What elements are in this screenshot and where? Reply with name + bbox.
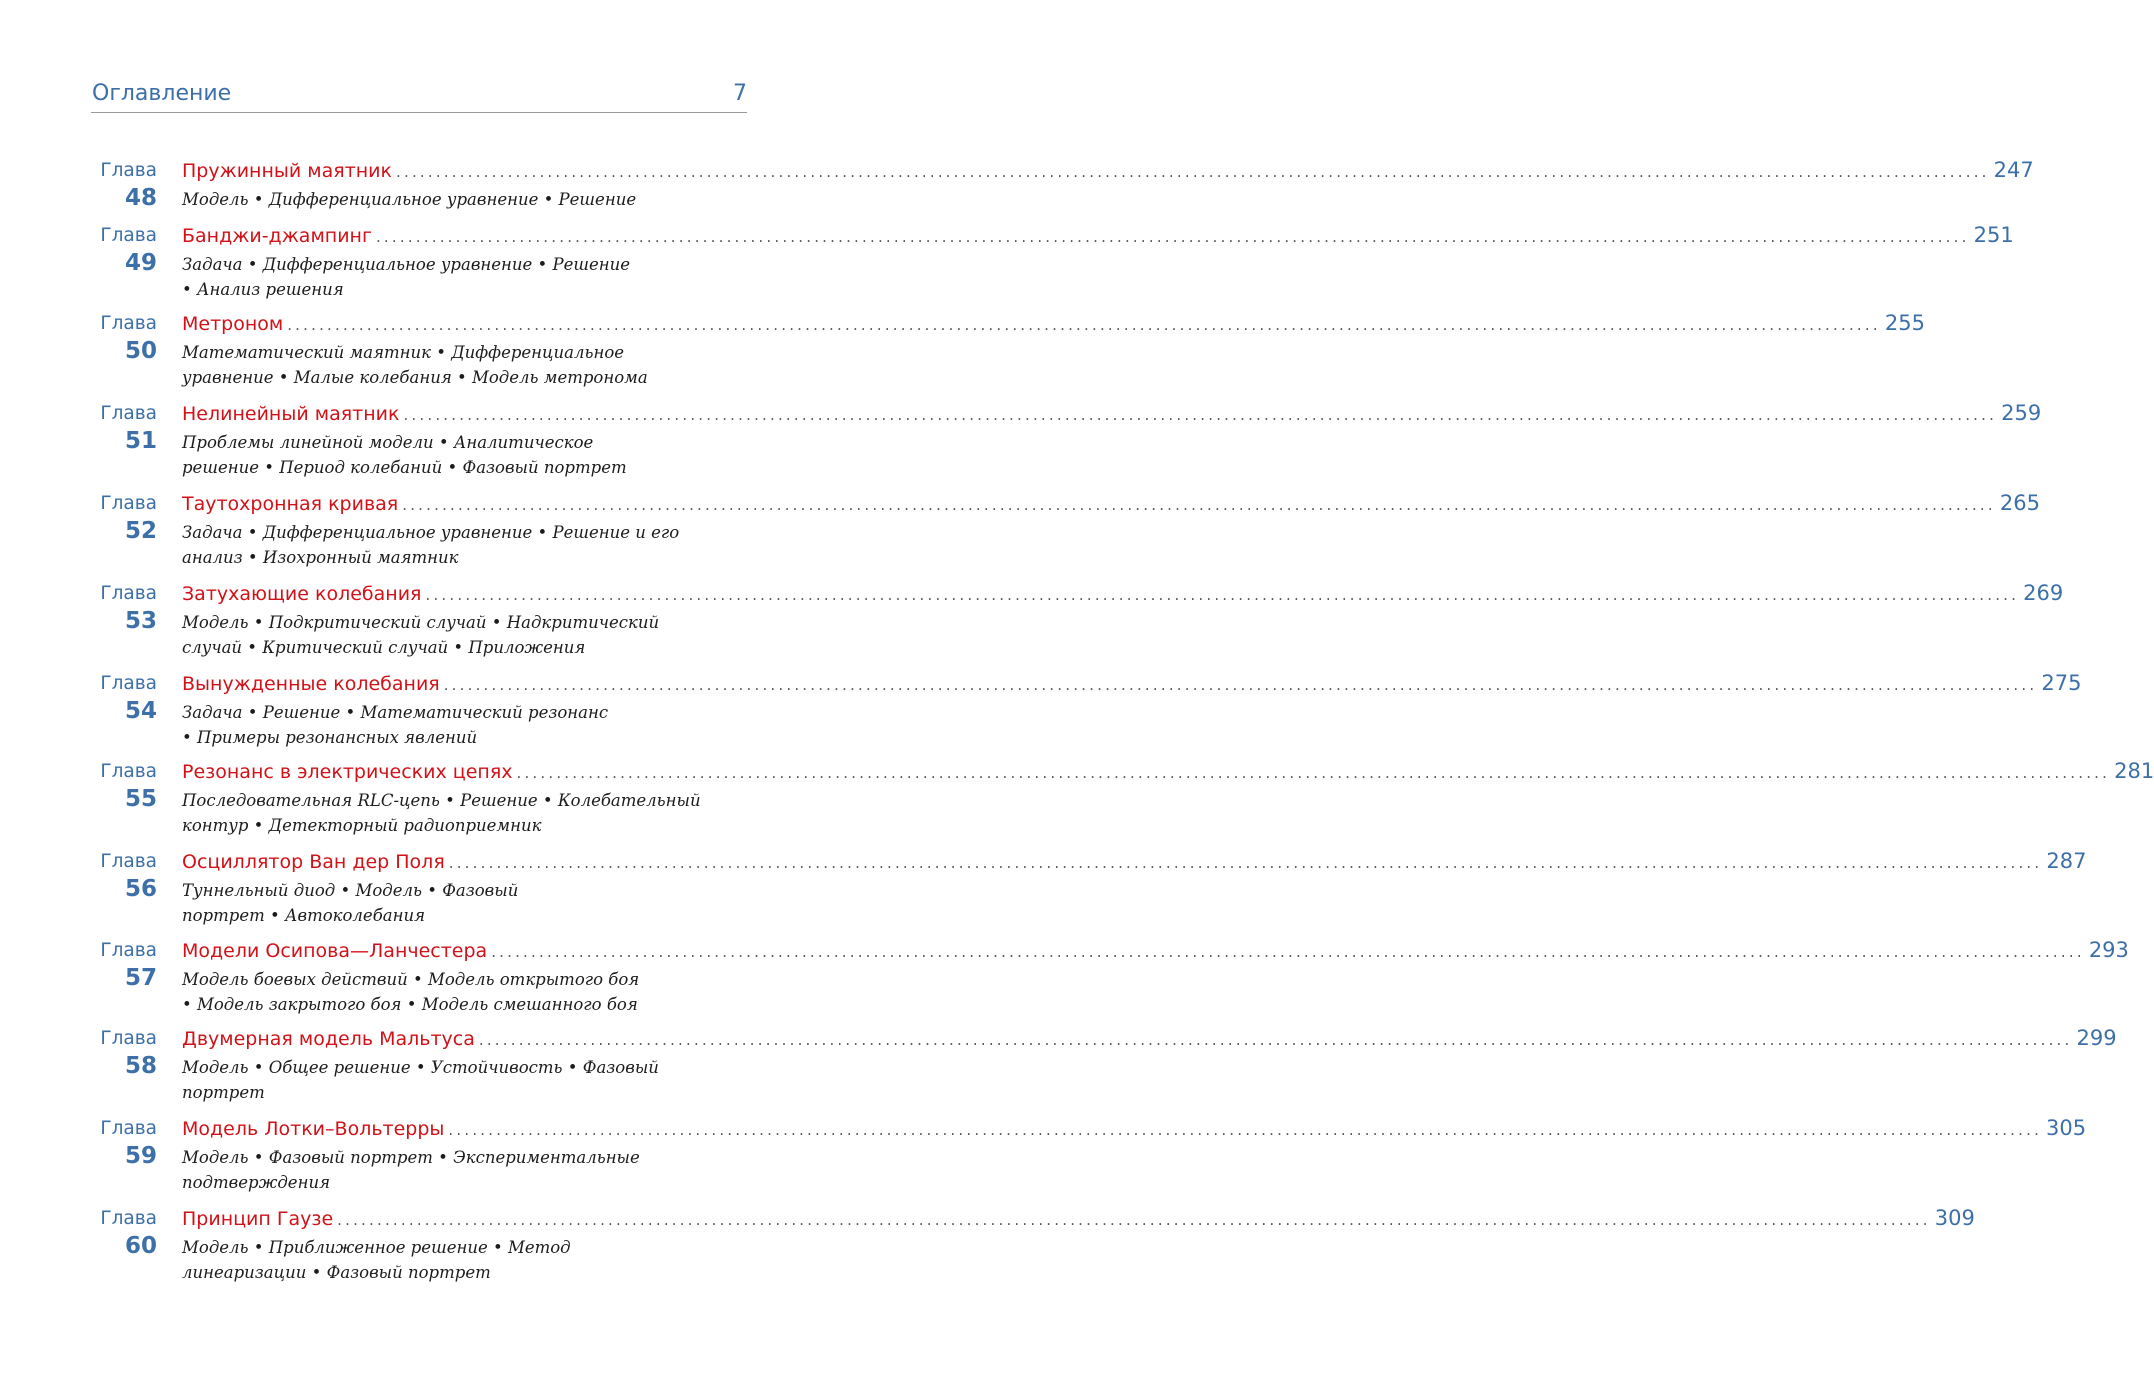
- chapter-topics: [182, 967, 712, 1017]
- chapter-topics: [182, 610, 712, 660]
- chapter-topics-line: Модель боевых действий • Модель открытого боя: [182, 970, 640, 989]
- chapter-topics-line: Задача • Решение • Математический резонанс: [182, 703, 609, 722]
- chapter-title-line: [182, 491, 2040, 515]
- dot-leader: ........................................................................................................................................................................................................: [516, 764, 2111, 782]
- chapter-topics-line: портрет: [182, 1083, 265, 1102]
- chapter-topics: [182, 788, 712, 838]
- chapter-title-line: [182, 158, 2034, 182]
- chapter-title-link[interactable]: Модели Осипова—Ланчестера: [182, 940, 488, 962]
- chapter-page-link[interactable]: 281: [2114, 759, 2154, 783]
- chapter-topics: [182, 1145, 712, 1195]
- chapter-page-link[interactable]: 255: [1884, 311, 1925, 335]
- chapter-label: Глава: [100, 493, 157, 514]
- chapter-topics: [182, 430, 712, 480]
- chapter-number: 59: [124, 1143, 157, 1169]
- chapter-page-link[interactable]: 251: [1973, 223, 2014, 247]
- page-title: Оглавление: [92, 81, 232, 106]
- chapter-title-line: [182, 311, 1925, 335]
- chapter-topics: [182, 1235, 712, 1285]
- chapter-title-link[interactable]: Таутохронная кривая: [182, 493, 399, 515]
- chapter-topics-line: Задача • Дифференциальное уравнение • Решение и его: [182, 523, 680, 542]
- chapter-page-link[interactable]: 269: [2023, 581, 2064, 605]
- chapter-title-link[interactable]: Нелинейный маятник: [182, 403, 400, 425]
- chapter-label: Глава: [100, 1208, 157, 1229]
- dot-leader: ........................................................................................................................................................................................................: [491, 943, 2085, 961]
- chapter-page-link[interactable]: 305: [2046, 1116, 2087, 1140]
- dot-leader: ........................................................................................................................................................................................................: [402, 496, 1996, 514]
- chapter-topics-line: случай • Критический случай • Приложения: [182, 638, 586, 657]
- chapter-title-line: [182, 1206, 1975, 1230]
- chapter-number: 48: [124, 185, 157, 211]
- chapter-number: 54: [124, 698, 157, 724]
- chapter-number: 57: [124, 965, 157, 991]
- chapter-label: Глава: [100, 583, 157, 604]
- chapter-topics-line: Проблемы линейной модели • Аналитическое: [182, 433, 594, 452]
- chapter-title-link[interactable]: Банджи-джампинг: [182, 225, 372, 247]
- chapter-label: Глава: [100, 225, 157, 246]
- dot-leader: ........................................................................................................................................................................................................: [448, 1121, 2043, 1139]
- chapter-topics: [182, 252, 712, 302]
- chapter-title-link[interactable]: Вынужденные колебания: [182, 673, 440, 695]
- chapter-topics: [182, 340, 712, 390]
- chapter-topics-line: Туннельный диод • Модель • Фазовый: [182, 881, 519, 900]
- chapter-number: 49: [124, 250, 157, 276]
- chapter-title-line: [182, 223, 2014, 247]
- chapter-title-line: [182, 1116, 2087, 1140]
- chapter-page-link[interactable]: 275: [2041, 671, 2082, 695]
- chapter-number: 53: [124, 608, 157, 634]
- page-number: 7: [733, 81, 747, 106]
- chapter-topics-line: решение • Период колебаний • Фазовый портрет: [182, 458, 627, 477]
- chapter-page-link[interactable]: 259: [2001, 401, 2042, 425]
- chapter-topics-line: Модель • Дифференциальное уравнение • Решение: [182, 190, 637, 209]
- chapter-title-link[interactable]: Пружинный маятник: [182, 160, 393, 182]
- chapter-label: Глава: [100, 940, 157, 961]
- chapter-number: 55: [124, 786, 157, 812]
- chapter-page-link[interactable]: 247: [1993, 158, 2034, 182]
- chapter-topics-line: • Модель закрытого боя • Модель смешанного боя: [182, 995, 638, 1014]
- chapter-topics-line: • Примеры резонансных явлений: [182, 728, 478, 747]
- chapter-topics-line: Последовательная RLC-цепь • Решение • Колебательный: [182, 791, 701, 810]
- chapter-label: Глава: [100, 1028, 157, 1049]
- chapter-topics-line: Математический маятник • Дифференциальное: [182, 343, 625, 362]
- chapter-label: Глава: [100, 673, 157, 694]
- chapter-page-link[interactable]: 293: [2088, 938, 2129, 962]
- chapter-number: 56: [124, 876, 157, 902]
- dot-leader: ........................................................................................................................................................................................................: [287, 316, 1881, 334]
- chapter-title-link[interactable]: Затухающие колебания: [182, 583, 422, 605]
- chapter-topics: [182, 1055, 712, 1105]
- chapter-topics-line: • Анализ решения: [182, 280, 344, 299]
- chapter-topics-line: анализ • Изохронный маятник: [182, 548, 459, 567]
- chapter-page-link[interactable]: 309: [1934, 1206, 1975, 1230]
- dot-leader: ........................................................................................................................................................................................................: [443, 676, 2038, 694]
- chapter-title-line: [182, 401, 2042, 425]
- chapter-topics-line: Задача • Дифференциальное уравнение • Решение: [182, 255, 631, 274]
- chapter-number: 51: [124, 428, 157, 454]
- chapter-title-link[interactable]: Двумерная модель Мальтуса: [182, 1028, 475, 1050]
- chapter-number: 50: [124, 338, 157, 364]
- dot-leader: ........................................................................................................................................................................................................: [448, 854, 2043, 872]
- dot-leader: ........................................................................................................................................................................................................: [396, 163, 1990, 181]
- chapter-title-link[interactable]: Принцип Гаузе: [182, 1208, 334, 1230]
- chapter-topics-line: Модель • Общее решение • Устойчивость • Фазовый: [182, 1058, 659, 1077]
- dot-leader: ........................................................................................................................................................................................................: [375, 228, 1970, 246]
- chapter-topics-line: Модель • Фазовый портрет • Экспериментальные: [182, 1148, 640, 1167]
- dot-leader: ........................................................................................................................................................................................................: [478, 1031, 2073, 1049]
- chapter-page-link[interactable]: 287: [2046, 849, 2087, 873]
- chapter-label: Глава: [100, 313, 157, 334]
- chapter-title-line: [182, 671, 2082, 695]
- chapter-topics-line: подтверждения: [182, 1173, 330, 1192]
- chapter-title-line: [182, 759, 2154, 783]
- chapter-page-link[interactable]: 265: [1999, 491, 2040, 515]
- chapter-title-line: [182, 938, 2129, 962]
- chapter-topics-line: линеаризации • Фазовый портрет: [182, 1263, 491, 1282]
- dot-leader: ........................................................................................................................................................................................................: [337, 1211, 1931, 1229]
- page-header: [91, 78, 747, 113]
- chapter-label: Глава: [100, 403, 157, 424]
- chapter-number: 58: [124, 1053, 157, 1079]
- chapter-title-line: [182, 849, 2087, 873]
- chapter-title-link[interactable]: Метроном: [182, 313, 284, 335]
- chapter-label: Глава: [100, 851, 157, 872]
- chapter-title-line: [182, 581, 2064, 605]
- chapter-title-link[interactable]: Резонанс в электрических цепях: [182, 761, 513, 783]
- chapter-topics-line: Модель • Приближенное решение • Метод: [182, 1238, 571, 1257]
- chapter-label: Глава: [100, 761, 157, 782]
- chapter-topics: [182, 520, 712, 570]
- chapter-number: 60: [124, 1233, 157, 1259]
- chapter-title-link[interactable]: Осциллятор Ван дер Поля: [182, 851, 445, 873]
- chapter-topics: [182, 878, 712, 928]
- chapter-page-link[interactable]: 299: [2076, 1026, 2117, 1050]
- chapter-topics-line: уравнение • Малые колебания • Модель метронома: [182, 368, 648, 387]
- dot-leader: ........................................................................................................................................................................................................: [403, 406, 1998, 424]
- chapter-label: Глава: [100, 160, 157, 181]
- chapter-label: Глава: [100, 1118, 157, 1139]
- chapter-title-line: [182, 1026, 2117, 1050]
- chapter-number: 52: [124, 518, 157, 544]
- chapter-topics-line: Модель • Подкритический случай • Надкритический: [182, 613, 660, 632]
- chapter-topics-line: портрет • Автоколебания: [182, 906, 426, 925]
- chapter-topics: [182, 700, 712, 750]
- chapter-topics-line: контур • Детекторный радиоприемник: [182, 816, 542, 835]
- dot-leader: ........................................................................................................................................................................................................: [425, 586, 2020, 604]
- chapter-title-link[interactable]: Модель Лотки–Вольтерры: [182, 1118, 445, 1140]
- chapter-topics: [182, 187, 712, 212]
